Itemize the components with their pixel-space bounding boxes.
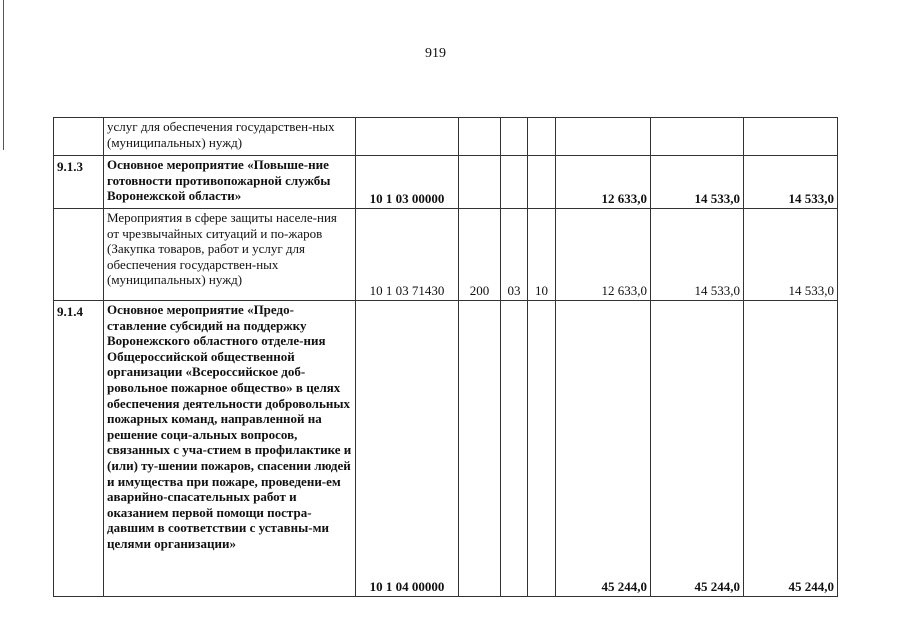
page-number: 919 bbox=[425, 46, 446, 61]
expense-type bbox=[459, 156, 501, 209]
amount-year-2: 45 244,0 bbox=[651, 301, 744, 597]
section bbox=[501, 118, 528, 156]
row-description: услуг для обеспечения государствен-ных (муниципальных) нужд) bbox=[104, 118, 356, 156]
program-code: 10 1 03 71430 bbox=[356, 209, 459, 301]
amount-year-2 bbox=[651, 118, 744, 156]
amount-year-1: 12 633,0 bbox=[556, 209, 651, 301]
scan-edge-line bbox=[3, 0, 4, 150]
section: 03 bbox=[501, 209, 528, 301]
row-id: 9.1.4 bbox=[54, 301, 104, 597]
amount-year-2: 14 533,0 bbox=[651, 209, 744, 301]
row-id: 9.1.3 bbox=[54, 156, 104, 209]
subsection bbox=[528, 156, 556, 209]
row-id bbox=[54, 118, 104, 156]
program-code: 10 1 03 00000 bbox=[356, 156, 459, 209]
expense-type: 200 bbox=[459, 209, 501, 301]
expense-type bbox=[459, 118, 501, 156]
expense-type bbox=[459, 301, 501, 597]
subsection bbox=[528, 301, 556, 597]
budget-table bbox=[53, 117, 838, 597]
row-description: Мероприятия в сфере защиты населе-ния от чрезвычайных ситуаций и по-жаров (Закупка товаров, работ и услуг для обеспечения государствен-ных (муниципальных) нужд) bbox=[104, 209, 356, 301]
subsection: 10 bbox=[528, 209, 556, 301]
amount-year-2: 14 533,0 bbox=[651, 156, 744, 209]
section bbox=[501, 156, 528, 209]
amount-year-1 bbox=[556, 118, 651, 156]
subsection bbox=[528, 118, 556, 156]
table-row bbox=[54, 156, 838, 209]
row-id bbox=[54, 209, 104, 301]
section bbox=[501, 301, 528, 597]
row-description: Основное мероприятие «Повыше-ние готовности противопожарной службы Воронежской области» bbox=[104, 156, 356, 209]
amount-year-1: 45 244,0 bbox=[556, 301, 651, 597]
row-description: Основное мероприятие «Предо-ставление субсидий на поддержку Воронежского областного отделе-ния Общероссийской общественной организации «Всероссийское доб-ровольное пожарное общество» в целях обеспечения деятельности добровольных пожарных команд, направленной на решение соци-альных вопросов, связанных с уча-стием в профилактике и (или) ту-шении пожаров, спасении людей и имущества при пожаре, проведени-ем аварийно-спасательных работ и оказанием первой помощи постра-давшим в соответствии с уставны-ми целями организации» bbox=[104, 301, 356, 597]
amount-year-1: 12 633,0 bbox=[556, 156, 651, 209]
amount-year-3: 14 533,0 bbox=[744, 156, 838, 209]
amount-year-3: 45 244,0 bbox=[744, 301, 838, 597]
amount-year-3 bbox=[744, 118, 838, 156]
table-row bbox=[54, 118, 838, 156]
program-code: 10 1 04 00000 bbox=[356, 301, 459, 597]
amount-year-3: 14 533,0 bbox=[744, 209, 838, 301]
table-row bbox=[54, 301, 838, 597]
program-code bbox=[356, 118, 459, 156]
table-row bbox=[54, 209, 838, 301]
